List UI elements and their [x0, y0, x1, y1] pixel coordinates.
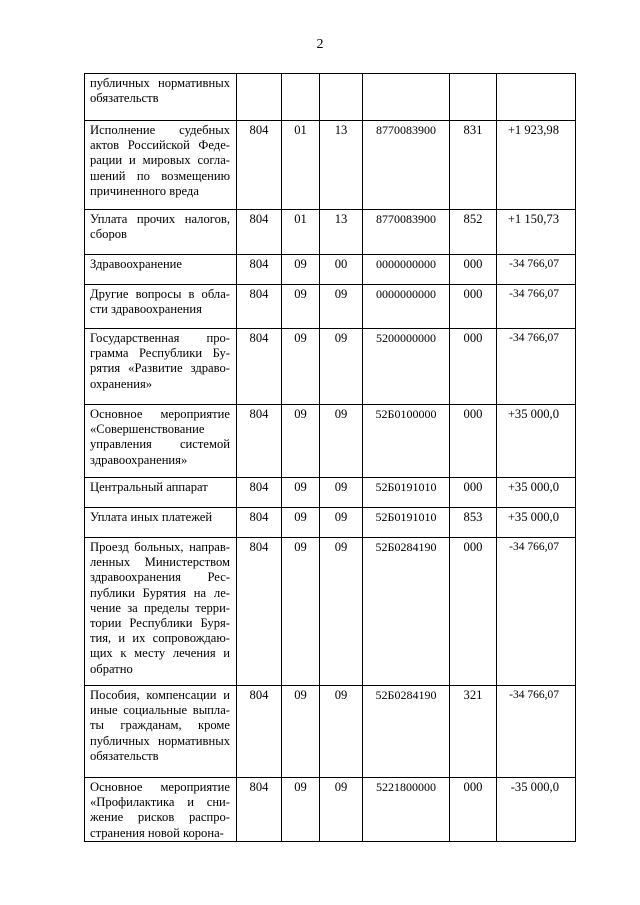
row-section-code: 09	[282, 329, 320, 405]
row-subsection-code: 00	[320, 255, 363, 285]
row-name: Проезд больных, направ- ленных Министерством здравоохранения Рес- публики Бурятия на ле- чение за пределы терри- тории Республики Буря- тия, и их сопровождаю- щих к месту лечения и обратно	[85, 538, 237, 686]
row-expense-type-code: 831	[450, 121, 497, 210]
row-amount: +1 923,98	[497, 121, 576, 210]
row-section-code: 01	[282, 121, 320, 210]
row-expense-type-code: 853	[450, 508, 497, 538]
table-row	[85, 255, 576, 285]
row-target-article-code: 52Б0191010	[363, 478, 450, 508]
table-row	[85, 538, 576, 686]
row-expense-type-code: 000	[450, 285, 497, 329]
table-row	[85, 478, 576, 508]
row-subsection-code: 09	[320, 329, 363, 405]
row-name: публичных нормативных обязательств	[85, 74, 237, 121]
table-row	[85, 121, 576, 210]
row-name: Государственная про- грамма Республики Бу- рятия «Развитие здраво- охранения»	[85, 329, 237, 405]
row-section-code: 09	[282, 538, 320, 686]
row-amount: -34 766,07	[497, 285, 576, 329]
row-expense-type-code: 000	[450, 255, 497, 285]
row-ministry-code: 804	[237, 778, 282, 842]
row-section-code: 09	[282, 255, 320, 285]
table-row	[85, 508, 576, 538]
row-name: Основное мероприятие «Совершенствование управления системой здравоохранения»	[85, 405, 237, 478]
row-expense-type-code: 000	[450, 405, 497, 478]
row-target-article-code: 0000000000	[363, 285, 450, 329]
row-subsection-code	[320, 74, 363, 121]
row-target-article-code: 52Б0191010	[363, 508, 450, 538]
row-expense-type-code: 321	[450, 686, 497, 778]
row-section-code	[282, 74, 320, 121]
row-ministry-code: 804	[237, 255, 282, 285]
row-section-code: 09	[282, 686, 320, 778]
row-ministry-code: 804	[237, 538, 282, 686]
table-row	[85, 329, 576, 405]
row-name: Пособия, компенсации и иные социальные выпла- ты гражданам, кроме публичных нормативных обязательств	[85, 686, 237, 778]
row-name: Основное мероприятие «Профилактика и сни- жение рисков распро- странения новой корона-	[85, 778, 237, 842]
row-subsection-code: 09	[320, 405, 363, 478]
row-section-code: 01	[282, 210, 320, 255]
row-target-article-code: 52Б0100000	[363, 405, 450, 478]
row-subsection-code: 13	[320, 210, 363, 255]
row-ministry-code: 804	[237, 329, 282, 405]
row-amount: -34 766,07	[497, 538, 576, 686]
row-ministry-code	[237, 74, 282, 121]
table-row	[85, 778, 576, 842]
row-expense-type-code: 000	[450, 478, 497, 508]
row-ministry-code: 804	[237, 285, 282, 329]
row-target-article-code	[363, 74, 450, 121]
row-amount: +35 000,0	[497, 478, 576, 508]
row-amount: -34 766,07	[497, 255, 576, 285]
row-target-article-code: 5221800000	[363, 778, 450, 842]
row-expense-type-code: 000	[450, 778, 497, 842]
row-ministry-code: 804	[237, 405, 282, 478]
row-name: Уплата иных платежей	[85, 508, 237, 538]
row-name: Уплата прочих налогов, сборов	[85, 210, 237, 255]
row-subsection-code: 09	[320, 778, 363, 842]
budget-table	[84, 73, 576, 842]
row-name: Исполнение судебных актов Российской Феде- рации и мировых согла- шений по возмещению причиненного вреда	[85, 121, 237, 210]
row-target-article-code: 0000000000	[363, 255, 450, 285]
row-expense-type-code: 000	[450, 538, 497, 686]
row-target-article-code: 52Б0284190	[363, 686, 450, 778]
row-section-code: 09	[282, 778, 320, 842]
row-section-code: 09	[282, 508, 320, 538]
row-subsection-code: 09	[320, 285, 363, 329]
table-row	[85, 74, 576, 121]
row-subsection-code: 09	[320, 538, 363, 686]
table-row	[85, 210, 576, 255]
row-section-code: 09	[282, 405, 320, 478]
row-subsection-code: 09	[320, 686, 363, 778]
row-amount: -34 766,07	[497, 329, 576, 405]
row-ministry-code: 804	[237, 686, 282, 778]
table-row	[85, 405, 576, 478]
row-expense-type-code: 000	[450, 329, 497, 405]
row-subsection-code: 13	[320, 121, 363, 210]
row-ministry-code: 804	[237, 478, 282, 508]
row-expense-type-code	[450, 74, 497, 121]
row-ministry-code: 804	[237, 121, 282, 210]
row-expense-type-code: 852	[450, 210, 497, 255]
row-amount: -35 000,0	[497, 778, 576, 842]
row-amount	[497, 74, 576, 121]
row-subsection-code: 09	[320, 478, 363, 508]
row-target-article-code: 8770083900	[363, 210, 450, 255]
row-ministry-code: 804	[237, 210, 282, 255]
row-section-code: 09	[282, 478, 320, 508]
row-name: Центральный аппарат	[85, 478, 237, 508]
row-subsection-code: 09	[320, 508, 363, 538]
page-number: 2	[316, 37, 324, 52]
row-name: Другие вопросы в обла- сти здравоохранения	[85, 285, 237, 329]
row-amount: -34 766,07	[497, 686, 576, 778]
row-target-article-code: 8770083900	[363, 121, 450, 210]
table-row	[85, 285, 576, 329]
table-row	[85, 686, 576, 778]
row-amount: +35 000,0	[497, 508, 576, 538]
row-target-article-code: 52Б0284190	[363, 538, 450, 686]
row-name: Здравоохранение	[85, 255, 237, 285]
row-ministry-code: 804	[237, 508, 282, 538]
row-amount: +35 000,0	[497, 405, 576, 478]
row-amount: +1 150,73	[497, 210, 576, 255]
row-target-article-code: 5200000000	[363, 329, 450, 405]
row-section-code: 09	[282, 285, 320, 329]
